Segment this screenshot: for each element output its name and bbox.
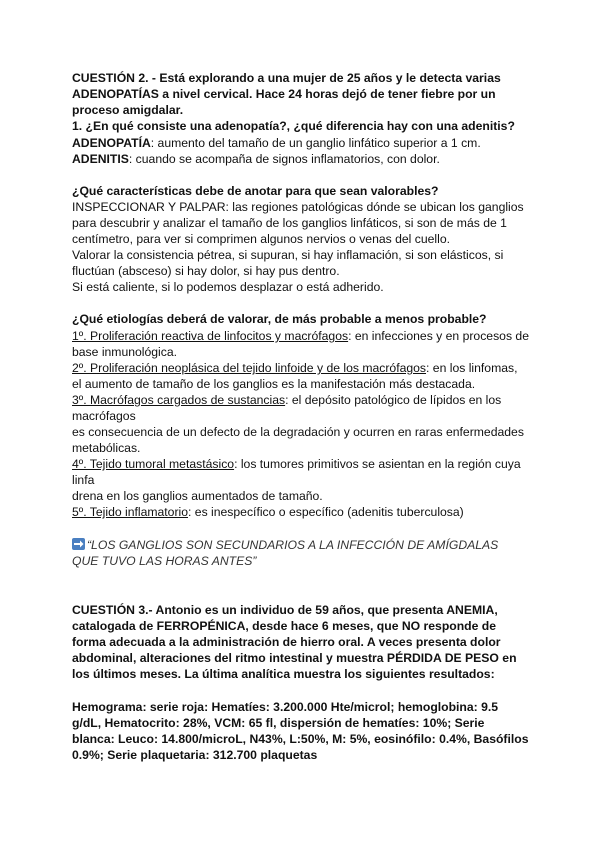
q2-heading-line-3: proceso amigdalar. <box>72 103 184 117</box>
term-adenitis: ADENITIS <box>72 152 129 166</box>
answer-2-line-4: Valorar la consistencia pétrea, si supuran, si hay inflamación, si son elásticos, si <box>72 248 504 262</box>
etiology-5 <box>72 504 464 520</box>
q3-heading-line-1: CUESTIÓN 3.- Antonio es un individuo de 59 años, que presenta ANEMIA, <box>72 603 498 617</box>
etiology-2-term: 2º. Proliferación neoplásica del tejido linfoide y de los macrófagos <box>72 361 427 375</box>
q3-heading-line-3: forma adecuada a la administración de hierro oral. A veces presenta dolor <box>72 635 501 649</box>
term-adenopatia: ADENOPATÍA <box>72 136 151 150</box>
q3-heading-line-5: los últimos meses. La última analítica muestra los siguientes resultados: <box>72 667 495 681</box>
etiology-3-term: 3º. Macrófagos cargados de sustancias <box>72 393 286 407</box>
etiology-4-line-3: drena en los ganglios aumentados de tamaño. <box>72 489 323 503</box>
etiology-4 <box>72 456 521 472</box>
def-adenopatia: : aumento del tamaño de un ganglio linfático superior a 1 cm. <box>150 136 481 150</box>
etiology-4-rest: : los tumores primitivos se asientan en la región cuya <box>234 457 521 471</box>
q2-question-3: ¿Qué etiologías deberá de valorar, de más probable a menos probable? <box>72 312 487 326</box>
etiology-2 <box>72 360 517 376</box>
definition-adenopatia <box>72 135 481 151</box>
q3-heading-line-4: abdominal, alteraciones del ritmo intestinal y muestra PÉRDIDA DE PESO en <box>72 651 517 665</box>
etiology-3-rest: : el depósito patológico de lípidos en los <box>285 393 502 407</box>
answer-2-line-1: INSPECCIONAR Y PALPAR: las regiones patológicas dónde se ubican los ganglios <box>72 200 524 214</box>
etiology-1 <box>72 328 529 344</box>
etiology-3 <box>72 392 501 408</box>
etiology-1-rest: : en infecciones y en procesos de <box>348 329 529 343</box>
def-adenitis: : cuando se acompaña de signos inflamatorios, con dolor. <box>128 152 440 166</box>
etiology-3-line-2: macrófagos <box>72 409 136 423</box>
etiology-1-line-2: base inmunológica. <box>72 345 178 359</box>
definition-adenitis <box>72 151 440 167</box>
conclusion-line-1 <box>72 537 498 553</box>
etiology-3-line-4: metabólicas. <box>72 441 141 455</box>
etiology-2-line-2: el aumento de tamaño de los ganglios es la manifestación más destacada. <box>72 377 476 391</box>
conclusion-text-1: “LOS GANGLIOS SON SECUNDARIOS A LA INFECCIÓN DE AMÍGDALAS <box>87 538 499 552</box>
etiology-3-line-3: es consecuencia de un defecto de la degradación y ocurren en raras enfermedades <box>72 425 524 439</box>
etiology-5-rest: : es inespecífico o específico (adenitis tuberculosa) <box>188 505 464 519</box>
hemograma-line-3: blanca: Leuco: 14.800/microL, N43%, L:50%, M: 5%, eosinófilo: 0.4%, Basófilos <box>72 732 529 746</box>
hemograma-line-4: 0.9%; Serie plaquetaria: 312.700 plaquetas <box>72 748 318 762</box>
q2-question-1: 1. ¿En qué consiste una adenopatía?, ¿qué diferencia hay con una adenitis? <box>72 119 515 133</box>
hemograma-line-2: g/dL, Hematocrito: 28%, VCM: 65 fl, dispersión de hematíes: 10%; Serie <box>72 716 485 730</box>
etiology-4-term: 4º. Tejido tumoral metastásico <box>72 457 235 471</box>
answer-2-line-6: Si está caliente, si lo podemos desplazar o está adherido. <box>72 280 384 294</box>
answer-2-line-5: fluctúan (absceso) si hay dolor, si hay pus dentro. <box>72 264 340 278</box>
q2-heading-line-1: CUESTIÓN 2. - Está explorando a una mujer de 25 años y le detecta varias <box>72 71 501 85</box>
etiology-4-line-2: linfa <box>72 473 95 487</box>
q3-heading-line-2: catalogada de FERROPÉNICA, desde hace 6 meses, que NO responde de <box>72 619 496 633</box>
etiology-1-term: 1º. Proliferación reactiva de linfocitos y macrófagos <box>72 329 349 343</box>
q2-question-2: ¿Qué características debe de anotar para que sean valorables? <box>72 184 439 198</box>
answer-2-line-3: centímetro, para ver si comprimen algunos nervios o venas del cuello. <box>72 232 450 246</box>
right-arrow-icon <box>72 538 85 550</box>
etiology-5-term: 5º. Tejido inflamatorio <box>72 505 189 519</box>
conclusion-line-2: QUE TUVO LAS HORAS ANTES” <box>72 554 257 568</box>
q2-heading-line-2: ADENOPATÍAS a nivel cervical. Hace 24 horas dejó de tener fiebre por un <box>72 87 496 101</box>
answer-2-line-2: para descubrir y analizar el tamaño de los ganglios linfáticos, si son de más de 1 <box>72 216 507 230</box>
etiology-2-rest: : en los linfomas, <box>426 361 518 375</box>
hemograma-line-1: Hemograma: serie roja: Hematíes: 3.200.000 Hte/microl; hemoglobina: 9.5 <box>72 700 499 714</box>
